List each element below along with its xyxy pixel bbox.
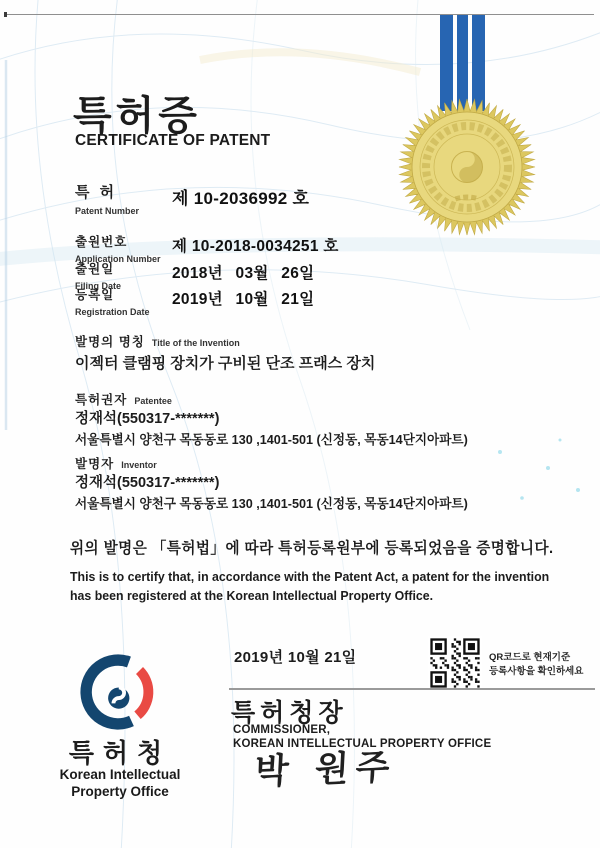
invention-title-section — [75, 335, 375, 373]
certificate-title-english: CERTIFICATE OF PATENT — [75, 132, 271, 149]
filing-date-value: 2018년 03월 26일 — [172, 265, 315, 282]
invention-label-korean: 발명의 명칭 — [75, 335, 145, 349]
certification-statement — [70, 536, 590, 605]
invention-title-value: 이젝터 클램핑 장치가 구비된 단조 프래스 장치 — [75, 355, 376, 373]
ribbon-stripe — [472, 15, 485, 111]
patentee-name: 정재석(550317-*******) — [75, 411, 220, 428]
agency-name-korean: 특허청 — [68, 738, 172, 768]
inventor-label-english: Inventor — [121, 460, 157, 470]
inventor-name: 정재석(550317-*******) — [75, 475, 220, 492]
qr-note: QR코드로 현재기준 등록사항을 확인하세요 — [489, 652, 584, 677]
ribbon-stripe — [440, 15, 453, 111]
patentee-section — [75, 393, 480, 448]
top-border-rule — [6, 14, 594, 15]
inventor-address: 서울특별시 양천구 목동동로 130 ,1401-501 (신정동, 목동14단지아파트) — [75, 496, 468, 512]
commissioner-title-korean: 특허청장 — [231, 699, 348, 727]
ribbon-stripe — [457, 15, 468, 111]
certificate-title-korean: 특허증 — [73, 94, 201, 138]
application-number-value: 제 10-2018-0034251 호 — [172, 238, 339, 255]
agency-name-english: Korean Intellectual Property Office — [59, 767, 181, 799]
statement-korean: 위의 발명은 「특허법」에 따라 특허등록원부에 등록되었음을 증명합니다. — [70, 540, 554, 557]
blue-ribbon — [440, 15, 485, 111]
application-number-label: 출원번호 Application Number — [75, 235, 161, 265]
registration-date-label: 등록일 Registration Date — [75, 288, 150, 318]
commissioner-title-english: COMMISSIONER, KOREAN INTELLECTUAL PROPERTY OFFICE — [233, 724, 492, 750]
issue-date: 2019년 10월 21일 — [234, 649, 357, 666]
inventor-label-korean: 발명자 — [75, 457, 115, 471]
patentee-label-english: Patentee — [134, 396, 172, 406]
patentee-label-korean: 특허권자 — [75, 393, 128, 407]
top-border-tick — [4, 12, 7, 17]
registration-date-value: 2019년 10월 21일 — [172, 291, 315, 308]
signature-block-rule — [229, 688, 595, 690]
qr-code — [428, 636, 482, 690]
statement-english: This is to certify that, in accordance with the Patent Act, a patent for the invention has been registered at the Korean Intellectual Property Office. — [70, 569, 550, 603]
kipo-taegeuk-emblem-icon — [80, 654, 156, 730]
filing-date-label: 출원일 Filing Date — [75, 262, 122, 292]
patent-number-label: 특 허 Patent Number — [75, 184, 140, 217]
inventor-section — [75, 457, 480, 512]
gold-seal-medal-icon — [398, 98, 536, 236]
patent-number-value: 제 10-2036992 호 — [172, 189, 310, 208]
patentee-address: 서울특별시 양천구 목동동로 130 ,1401-501 (신정동, 목동14단지아파트) — [75, 432, 468, 448]
invention-label-english: Title of the Invention — [151, 338, 240, 348]
commissioner-signature: 박 원주 — [253, 746, 398, 793]
